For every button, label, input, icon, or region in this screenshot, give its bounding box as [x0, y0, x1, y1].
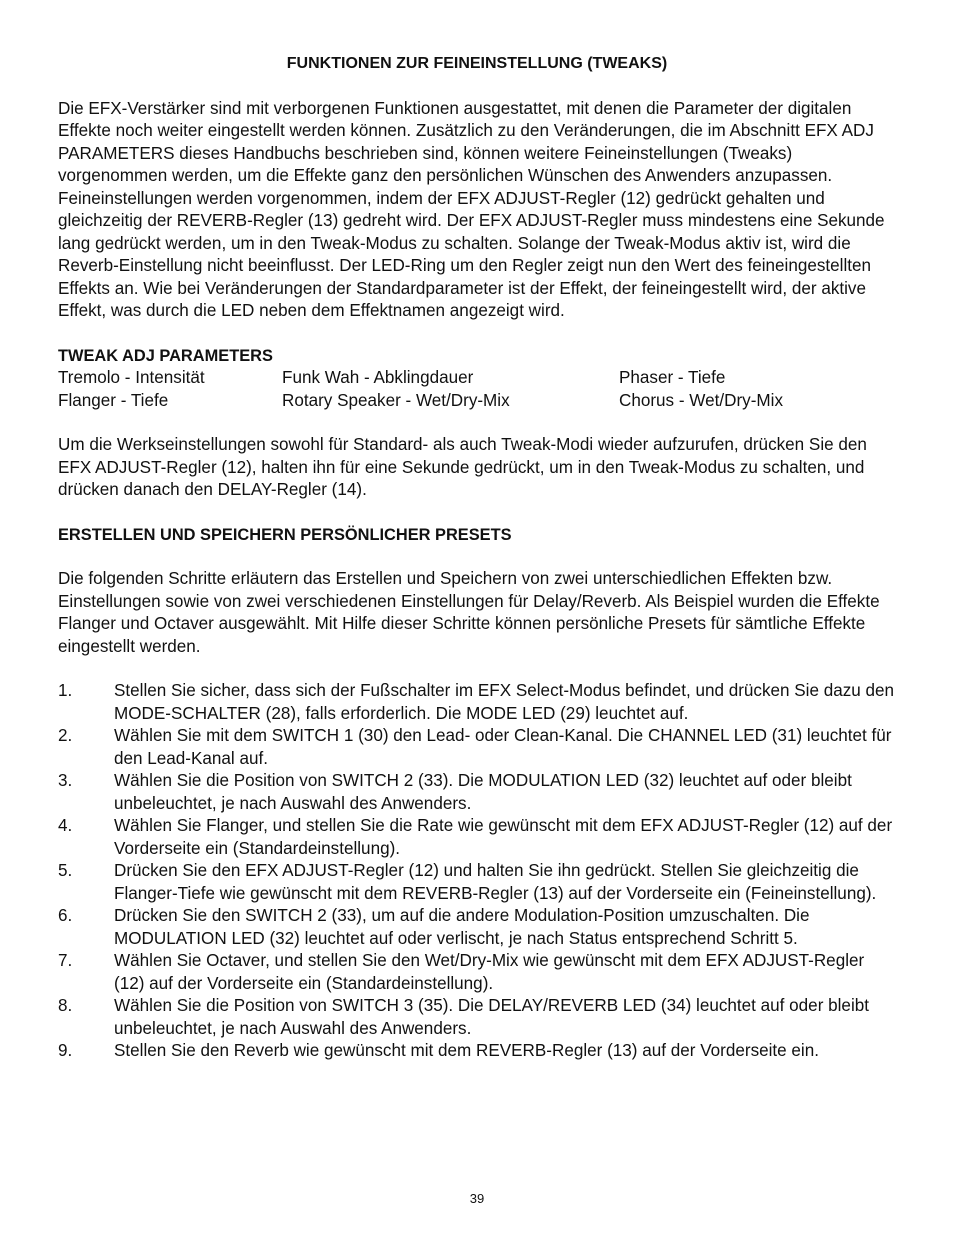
- step-text: Drücken Sie den SWITCH 2 (33), um auf die andere Modulation-Position umzuschalten. Die MODULATION LED (32) leuchtet auf oder verlischt, je nach Status entsprechend Schritt 5.: [114, 906, 810, 948]
- step-item: [58, 860, 896, 905]
- step-item: [58, 770, 896, 815]
- step-text: Wählen Sie mit dem SWITCH 1 (30) den Lead- oder Clean-Kanal. Die CHANNEL LED (31) leuchtet für den Lead-Kanal auf.: [114, 726, 892, 768]
- step-item: [58, 680, 896, 725]
- step-number: 1.: [58, 681, 73, 700]
- step-number: 6.: [58, 906, 73, 925]
- tweak-param: Funk Wah - Abklingdauer: [282, 368, 474, 387]
- step-text: Stellen Sie sicher, dass sich der Fußschalter im EFX Select-Modus befindet, und drücken Sie dazu den MODE-SCHALTER (28), falls erforderlich. Die MODE LED (29) leuchtet auf.: [114, 681, 895, 723]
- step-item: [58, 725, 896, 770]
- page-title: FUNKTIONEN ZUR FEINEINSTELLUNG (TWEAKS): [286, 55, 668, 72]
- tweak-param: Phaser - Tiefe: [619, 368, 726, 387]
- reset-paragraph: Um die Werkseinstellungen sowohl für Standard- als auch Tweak-Modi wieder aufzurufen, drücken Sie den EFX ADJUST-Regler (12), halten ihn für eine Sekunde gedrückt, um in den Tweak-Modus zu schalten, und drücken danach den DELAY-Regler (14).: [58, 435, 867, 499]
- tweak-param: Tremolo - Intensität: [58, 368, 205, 387]
- step-number: 3.: [58, 771, 73, 790]
- presets-intro-paragraph: Die folgenden Schritte erläutern das Erstellen und Speichern von zwei unterschiedlichen Effekten bzw. Einstellungen sowie von zwei verschiedenen Einstellungen für Delay/Reverb. Als Beispiel wurden die Effekte Flanger und Octaver ausgewählt. Mit Hilfe dieser Schritte können persönliche Presets für sämtliche Effekte eingestellt werden.: [58, 569, 880, 656]
- manual-page: [58, 53, 896, 1063]
- tweak-params-table: [58, 367, 896, 412]
- step-item: [58, 815, 896, 860]
- steps-list: [58, 680, 896, 1063]
- step-number: 8.: [58, 996, 73, 1015]
- presets-heading: ERSTELLEN UND SPEICHERN PERSÖNLICHER PRESETS: [58, 525, 512, 544]
- step-item: [58, 905, 896, 950]
- step-text: Wählen Sie die Position von SWITCH 2 (33). Die MODULATION LED (32) leuchtet auf oder bleibt unbeleuchtet, je nach Auswahl des Anwenders.: [114, 771, 852, 813]
- tweak-param: Rotary Speaker - Wet/Dry-Mix: [282, 390, 510, 410]
- step-number: 7.: [58, 951, 73, 970]
- step-text: Wählen Sie die Position von SWITCH 3 (35). Die DELAY/REVERB LED (34) leuchtet auf oder bleibt unbeleuchtet, je nach Auswahl des Anwenders.: [114, 996, 869, 1038]
- step-number: 4.: [58, 816, 73, 835]
- step-text: Wählen Sie Octaver, und stellen Sie den Wet/Dry-Mix wie gewünscht mit dem EFX ADJUST-Regler (12) auf der Vorderseite ein (Standardeinstellung).: [114, 951, 865, 993]
- tweak-params-heading: TWEAK ADJ PARAMETERS: [58, 346, 273, 365]
- step-text: Stellen Sie den Reverb wie gewünscht mit dem REVERB-Regler (13) auf der Vorderseite ein.: [114, 1041, 819, 1060]
- step-text: Wählen Sie Flanger, und stellen Sie die Rate wie gewünscht mit dem EFX ADJUST-Regler (12) auf der Vorderseite ein (Standardeinstellung).: [114, 816, 893, 858]
- step-text: Drücken Sie den EFX ADJUST-Regler (12) und halten Sie ihn gedrückt. Stellen Sie gleichzeitig die Flanger-Tiefe wie gewünscht mit dem REVERB-Regler (13) auf der Vorderseite ein (Feineinstellung).: [114, 861, 877, 903]
- step-number: 5.: [58, 861, 73, 880]
- intro-paragraph: Die EFX-Verstärker sind mit verborgenen Funktionen ausgestattet, mit denen die Parameter der digitalen Effekte noch weiter eingestellt werden können. Zusätzlich zu den Veränderungen, die im Abschnitt EFX ADJ PARAMETERS dieses Handbuchs beschrieben sind, können weitere Feineinstellungen (Tweaks) vorgenommen werden, um die Effekte ganz den persönlichen Wünschen des Anwenders anzupassen. Feineinstellungen werden vorgenommen, indem der EFX ADJUST-Regler (12) gedrückt gehalten und gleichzeitig der REVERB-Regler (13) gedreht wird. Der EFX ADJUST-Regler muss mindestens eine Sekunde lang gedrückt werden, um in den Tweak-Modus zu schalten. Solange der Tweak-Modus aktiv ist, wird die Reverb-Einstellung nicht beeinflusst. Der LED-Ring um den Regler zeigt nun den Wert des feineingestellten Effekts an. Wie bei Veränderungen der Standardparameter ist der Effekt, der feineingestellt wird, der aktive Effekt, was durch die LED neben dem Effektnamen angezeigt wird.: [58, 98, 885, 320]
- tweak-param: Chorus - Wet/Dry-Mix: [619, 390, 783, 410]
- page-number: 39: [469, 1191, 485, 1206]
- step-item: [58, 1040, 896, 1063]
- step-number: 2.: [58, 726, 73, 745]
- step-item: [58, 995, 896, 1040]
- tweak-param: Flanger - Tiefe: [58, 390, 169, 410]
- step-number: 9.: [58, 1041, 73, 1060]
- step-item: [58, 950, 896, 995]
